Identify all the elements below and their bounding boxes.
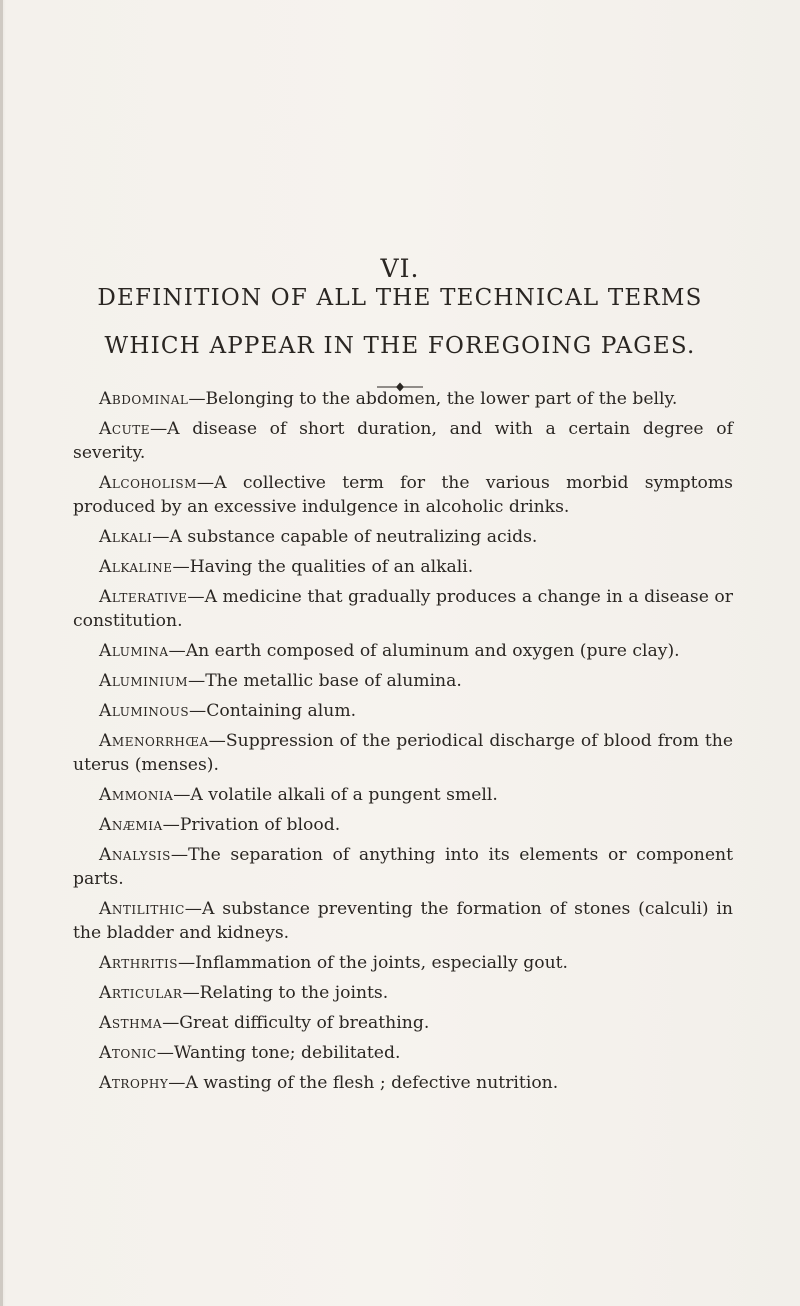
page-gutter-edge (0, 0, 3, 1306)
glossary-term: Arthritis (99, 953, 178, 973)
glossary-definition: —An earth composed of aluminum and oxygen (pure clay). (168, 641, 680, 661)
glossary-definition: —A substance capable of neutralizing acids. (152, 527, 538, 547)
glossary-definition: —Wanting tone; debilitated. (156, 1043, 401, 1063)
glossary-entry (73, 555, 733, 579)
glossary-term: Articular (99, 983, 183, 1003)
glossary-entry (73, 669, 733, 693)
glossary-entry (73, 1071, 733, 1095)
glossary-definition: —Privation of blood. (162, 815, 341, 835)
glossary-entry (73, 843, 733, 891)
glossary-definition: —The metallic base of alumina. (188, 671, 462, 691)
glossary-term: Ammonia (99, 785, 174, 805)
glossary-entry (73, 951, 733, 975)
glossary-term: Aluminous (99, 701, 190, 721)
glossary-term: Amenorrhœa (99, 731, 209, 751)
glossary-term: Alumina (99, 641, 169, 661)
glossary-definition: —Having the qualities of an alkali. (172, 557, 474, 577)
glossary-definition: —A volatile alkali of a pungent smell. (173, 785, 498, 805)
glossary-entry (73, 387, 733, 411)
glossary-definition: —Inflammation of the joints, especially gout. (177, 953, 569, 973)
glossary-entry (73, 1041, 733, 1065)
glossary-entry (73, 471, 733, 519)
glossary-entries (73, 387, 733, 1101)
chapter-number: VI. (380, 254, 420, 283)
glossary-entry (73, 783, 733, 807)
glossary-term: Analysis (99, 845, 171, 865)
glossary-entry (73, 585, 733, 633)
glossary-definition: —Containing alum. (189, 701, 357, 721)
glossary-definition: —Belonging to the abdomen, the lower part of the belly. (188, 389, 678, 409)
glossary-term: Alkali (99, 527, 153, 547)
glossary-term: Alterative (99, 587, 188, 607)
glossary-entry (73, 639, 733, 663)
glossary-definition: —A wasting of the flesh ; defective nutrition. (168, 1073, 559, 1093)
glossary-definition: —Suppression of the periodical discharge of blood from the uterus (menses). (73, 731, 733, 775)
glossary-entry (73, 525, 733, 549)
chapter-title-line-2: WHICH APPEAR IN THE FOREGOING PAGES. (104, 333, 696, 359)
glossary-definition: —A disease of short duration, and with a certain degree of severity. (73, 419, 733, 463)
glossary-entry (73, 1011, 733, 1035)
glossary-term: Antilithic (99, 899, 185, 919)
glossary-definition: —A collective term for the various morbid symptoms produced by an excessive indulgence in alcoholic drinks. (73, 473, 733, 517)
glossary-entry (73, 897, 733, 945)
glossary-term: Atonic (99, 1043, 157, 1063)
glossary-definition: —A substance preventing the formation of stones (calculi) in the bladder and kidneys. (73, 899, 733, 943)
glossary-entry (73, 699, 733, 723)
glossary-definition: —Relating to the joints. (182, 983, 389, 1003)
glossary-definition: —A medicine that gradually produces a change in a disease or constitution. (73, 587, 733, 631)
chapter-title-line-1: DEFINITION OF ALL THE TECHNICAL TERMS (97, 285, 703, 311)
glossary-term: Anæmia (99, 815, 163, 835)
glossary-entry (73, 813, 733, 837)
glossary-term: Atrophy (99, 1073, 169, 1093)
glossary-term: Aluminium (99, 671, 189, 691)
glossary-definition: —The separation of anything into its elements or component parts. (73, 845, 733, 889)
glossary-term: Acute (99, 419, 150, 439)
glossary-term: Alcoholism (99, 473, 197, 493)
glossary-definition: —Great difficulty of breathing. (162, 1013, 430, 1033)
glossary-term: Abdominal (99, 389, 189, 409)
glossary-entry (73, 981, 733, 1005)
glossary-term: Asthma (99, 1013, 163, 1033)
glossary-term: Alkaline (99, 557, 173, 577)
glossary-entry (73, 729, 733, 777)
glossary-entry (73, 417, 733, 465)
